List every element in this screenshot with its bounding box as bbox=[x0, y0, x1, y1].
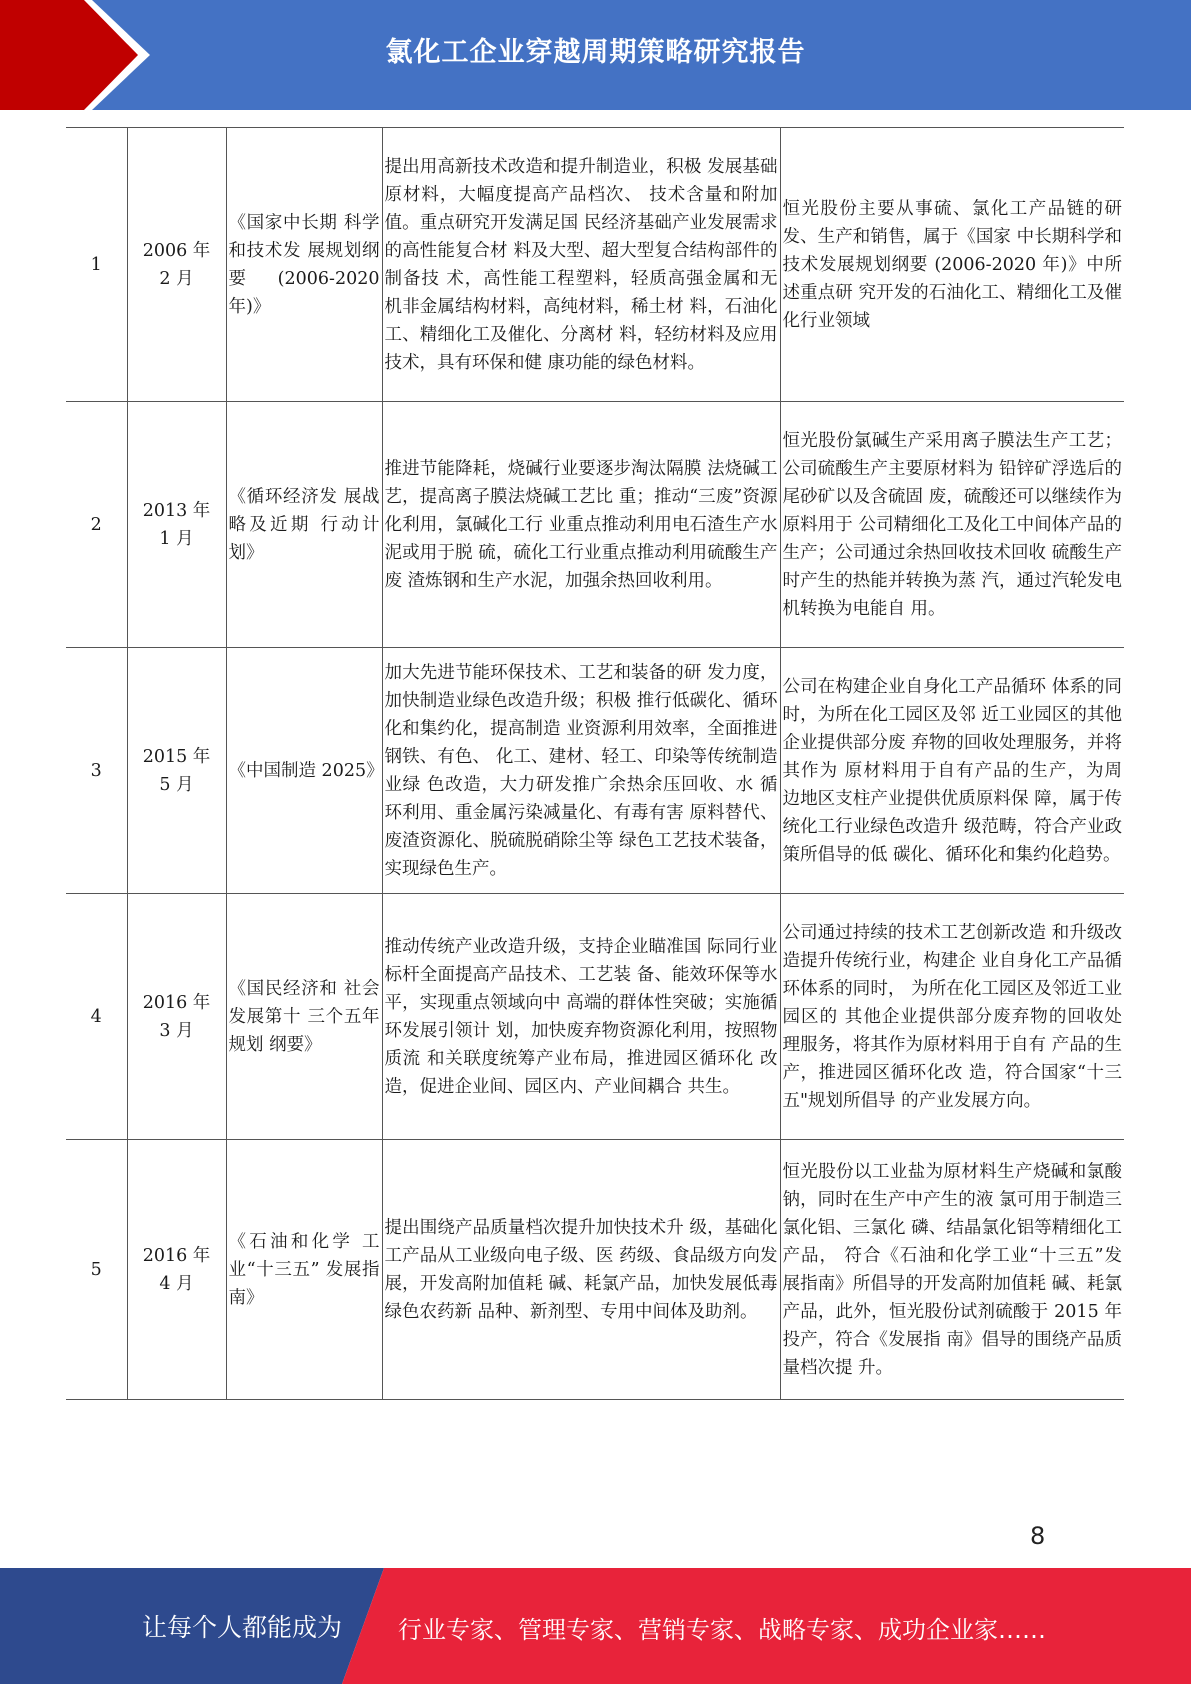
table-row bbox=[66, 648, 1124, 894]
table-row bbox=[66, 128, 1124, 402]
date-month: 4 月 bbox=[159, 1273, 194, 1294]
row-number: 2 bbox=[66, 402, 127, 648]
policy-content: 提出围绕产品质量档次提升加快技术升 级，基础化工产品从工业级向电子级、医 药级、食品级方向发展，开发高附加值耗 碱、耗氯产品，加快发展低毒绿色农药新 品种、新剂型、专用中间体及助剂。 bbox=[382, 1140, 780, 1400]
company-relevance: 公司在构建企业自身化工产品循环 体系的同时，为所在化工园区及邻 近工业园区的其他企业提供部分废 弃物的回收处理服务，并将其作为 原材料用于自有产品的生产，为周 边地区支柱产业提供优质原料保 障，属于传统化工行业绿色改造升 级范畴，符合产业政策所倡导的低 碳化、循环化和集约化趋势。 bbox=[780, 648, 1124, 894]
table-row bbox=[66, 1140, 1124, 1400]
row-number: 1 bbox=[66, 128, 127, 402]
date-year: 2016 年 bbox=[142, 992, 211, 1013]
row-date bbox=[127, 128, 226, 402]
policy-name: 《循环经济发 展战略及近期 行动计划》 bbox=[226, 402, 382, 648]
date-month: 3 月 bbox=[159, 1020, 194, 1041]
page-number: 8 bbox=[1030, 1522, 1046, 1550]
company-relevance: 恒光股份以工业盐为原材料生产烧碱和氯酸钠，同时在生产中产生的液 氯可用于制造三氯化铝、三氯化 磷、结晶氯化铝等精细化工产品， 符合《石油和化学工业“十三五”发 展指南》所倡导的开发高附加值耗 碱、耗氯产品，此外，恒光股份试剂硫酸于 2015 年投产，符合《发展指 南》倡导的围绕产品质量档次提 升。 bbox=[780, 1140, 1124, 1400]
policy-content: 推进节能降耗，烧碱行业要逐步淘汰隔膜 法烧碱工艺，提高离子膜法烧碱工艺比 重；推动“三废”资源化利用，氯碱化工行 业重点推动利用电石渣生产水泥或用于脱 硫，硫化工行业重点推动利用硫酸生产废 渣炼钢和生产水泥，加强余热回收利用。 bbox=[382, 402, 780, 648]
policy-content: 加大先进节能环保技术、工艺和装备的研 发力度，加快制造业绿色改造升级；积极 推行低碳化、循环化和集约化，提高制造 业资源利用效率，全面推进钢铁、有色、 化工、建材、轻工、印染等传统制造业绿 色改造，大力研发推广余热余压回收、水 循环利用、重金属污染减量化、有毒有害 原料替代、废渣资源化、脱硫脱硝除尘等 绿色工艺技术装备，实现绿色生产。 bbox=[382, 648, 780, 894]
report-title: 氯化工企业穿越周期策略研究报告 bbox=[385, 37, 806, 68]
policy-name: 《国民经济和 社会发展第十 三个五年规划 纲要》 bbox=[226, 894, 382, 1140]
date-year: 2006 年 bbox=[142, 240, 211, 261]
company-relevance: 公司通过持续的技术工艺创新改造 和升级改造提升传统行业，构建企 业自身化工产品循环体系的同时， 为所在化工园区及邻近工业园区的 其他企业提供部分废弃物的回收处 理服务，将其作为原材料用于自有 产品的生产，推进园区循环化改 造，符合国家“十三五"规划所倡导 的产业发展方向。 bbox=[780, 894, 1124, 1140]
policy-table bbox=[66, 127, 1124, 1400]
table-row bbox=[66, 402, 1124, 648]
page-footer bbox=[0, 1568, 1191, 1684]
date-year: 2013 年 bbox=[142, 500, 211, 521]
policy-name: 《中国制造 2025》 bbox=[226, 648, 382, 894]
date-month: 2 月 bbox=[159, 268, 194, 289]
row-number: 3 bbox=[66, 648, 127, 894]
policy-content: 提出用高新技术改造和提升制造业，积极 发展基础原材料，大幅度提高产品档次、 技术含量和附加值。重点研究开发满足国 民经济基础产业发展需求的高性能复合材 料及大型、超大型复合结构部件的制备技 术，高性能工程塑料，轻质高强金属和无 机非金属结构材料，高纯材料，稀土材 料，石油化工、精细化工及催化、分离材 料，轻纺材料及应用技术，具有环保和健 康功能的绿色材料。 bbox=[382, 128, 780, 402]
table-row bbox=[66, 894, 1124, 1140]
footer-slogan-left: 让每个人都能成为 bbox=[142, 1613, 343, 1642]
policy-name: 《国家中长期 科学和技术发 展规划纲要 (2006-2020 年)》 bbox=[226, 128, 382, 402]
row-number: 4 bbox=[66, 894, 127, 1140]
date-month: 5 月 bbox=[159, 774, 194, 795]
row-date bbox=[127, 648, 226, 894]
company-relevance: 恒光股份氯碱生产采用离子膜法生产工艺；公司硫酸生产主要原材料为 铅锌矿浮选后的尾砂矿以及含硫固 废，硫酸还可以继续作为原料用于 公司精细化工及化工中间体产品的 生产；公司通过余热回收技术回收 硫酸生产时产生的热能并转换为蒸 汽，通过汽轮发电机转换为电能自 用。 bbox=[780, 402, 1124, 648]
company-relevance: 恒光股份主要从事硫、氯化工产品链的研发、生产和销售，属于《国家 中长期科学和技术发展规划纲要 (2006-2020 年)》中所述重点研 究开发的石油化工、精细化工及催 化行业领域 bbox=[780, 128, 1124, 402]
row-number: 5 bbox=[66, 1140, 127, 1400]
date-year: 2016 年 bbox=[142, 1245, 211, 1266]
footer-slogan-right: 行业专家、管理专家、营销专家、战略专家、成功企业家…… bbox=[398, 1616, 1046, 1644]
row-date bbox=[127, 402, 226, 648]
row-date bbox=[127, 1140, 226, 1400]
page-header bbox=[0, 0, 1191, 110]
policy-content: 推动传统产业改造升级，支持企业瞄准国 际同行业标杆全面提高产品技术、工艺装 备、能效环保等水平，实现重点领域向中 高端的群体性突破；实施循环发展引领计 划，加快废弃物资源化利用，按照物质流 和关联度统筹产业布局，推进园区循环化 改造，促进企业间、园区内、产业间耦合 共生。 bbox=[382, 894, 780, 1140]
row-date bbox=[127, 894, 226, 1140]
policy-name: 《石油和化学 工业“十三五” 发展指南》 bbox=[226, 1140, 382, 1400]
date-month: 1 月 bbox=[159, 528, 194, 549]
date-year: 2015 年 bbox=[142, 746, 211, 767]
